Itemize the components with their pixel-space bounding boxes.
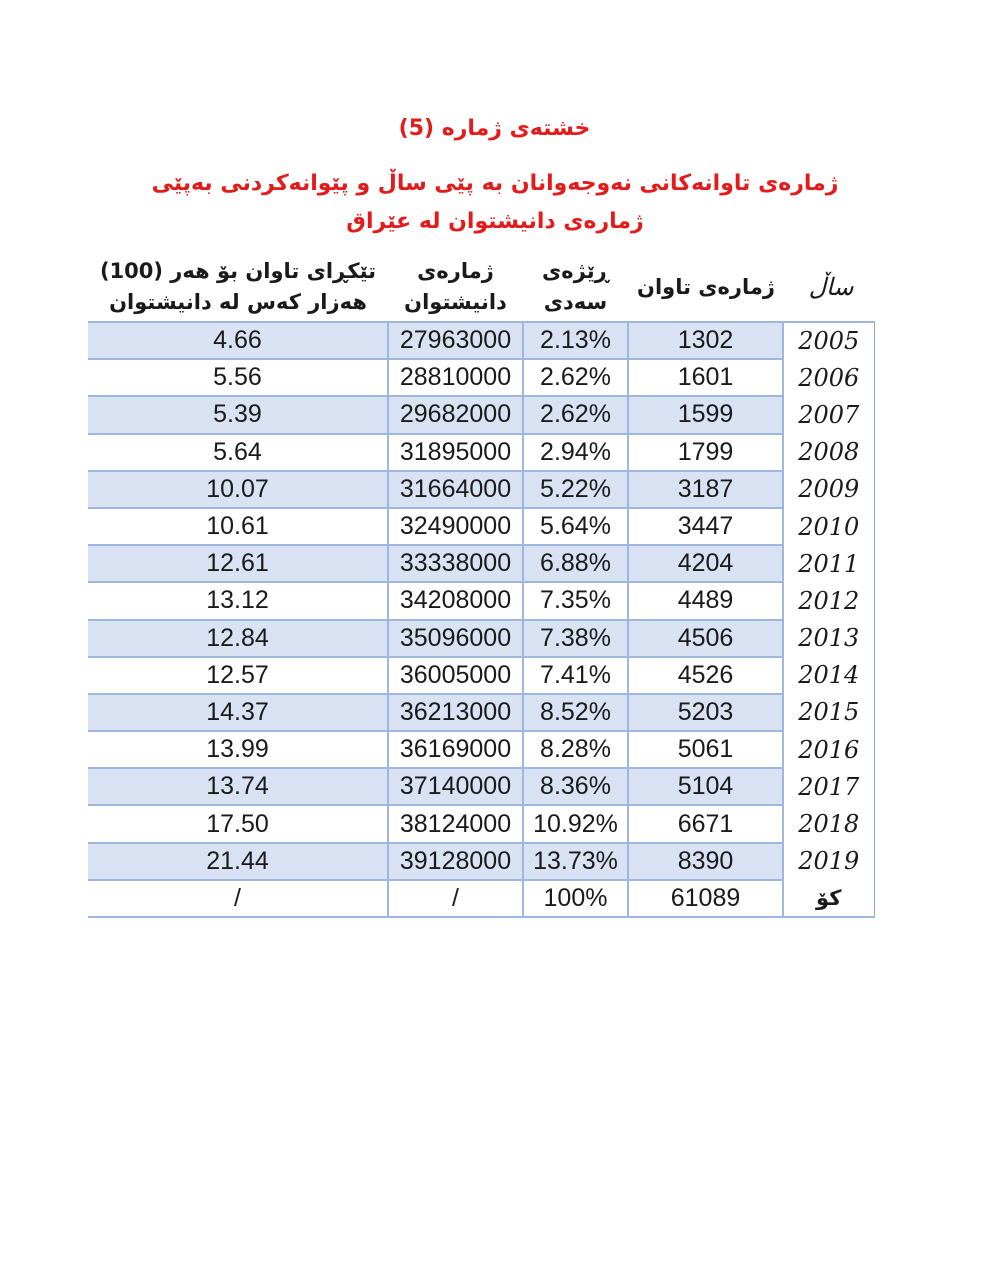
year-cell: 2012 xyxy=(783,582,874,619)
percent-cell: 5.64% xyxy=(523,508,628,545)
year-cell: 2014 xyxy=(783,657,874,694)
year-cell: 2013 xyxy=(783,620,874,657)
population-cell: 36005000 xyxy=(388,657,523,694)
total-population-cell: / xyxy=(388,880,523,917)
population-cell: 32490000 xyxy=(388,508,523,545)
crime-count-cell: 1601 xyxy=(628,359,783,396)
percent-cell: 2.62% xyxy=(523,359,628,396)
rate-cell: 12.84 xyxy=(88,620,388,657)
total-percent-cell: 100% xyxy=(523,880,628,917)
year-cell: 2010 xyxy=(783,508,874,545)
year-cell: 2006 xyxy=(783,359,874,396)
rate-cell: 4.66 xyxy=(88,322,388,359)
population-cell: 27963000 xyxy=(388,322,523,359)
crime-count-cell: 1599 xyxy=(628,396,783,433)
percent-cell: 7.35% xyxy=(523,582,628,619)
total-year-cell: کۆ xyxy=(783,880,874,917)
rate-cell: 10.07 xyxy=(88,471,388,508)
percent-cell: 5.22% xyxy=(523,471,628,508)
crime-count-cell: 8390 xyxy=(628,843,783,880)
rate-cell: 5.64 xyxy=(88,434,388,471)
crime-count-cell: 4506 xyxy=(628,620,783,657)
table-row xyxy=(88,843,874,880)
rate-cell: 12.61 xyxy=(88,545,388,582)
year-cell: 2011 xyxy=(783,545,874,582)
header-year: ساڵ xyxy=(808,272,854,301)
rate-cell: 5.56 xyxy=(88,359,388,396)
table-row xyxy=(88,471,874,508)
crime-count-cell: 5203 xyxy=(628,694,783,731)
year-cell: 2008 xyxy=(783,434,874,471)
table-row xyxy=(88,508,874,545)
crime-count-cell: 6671 xyxy=(628,805,783,842)
percent-cell: 2.13% xyxy=(523,322,628,359)
page-title: خشتەی ژمارە (5) xyxy=(398,116,591,141)
crime-table xyxy=(88,321,875,918)
header-percentage: ڕێژەی سەدی xyxy=(542,259,609,314)
year-cell: 2017 xyxy=(783,768,874,805)
percent-cell: 2.94% xyxy=(523,434,628,471)
table-row xyxy=(88,434,874,471)
crime-count-cell: 5104 xyxy=(628,768,783,805)
crime-count-cell: 1302 xyxy=(628,322,783,359)
population-cell: 34208000 xyxy=(388,582,523,619)
percent-cell: 13.73% xyxy=(523,843,628,880)
rate-cell: 5.39 xyxy=(88,396,388,433)
year-cell: 2007 xyxy=(783,396,874,433)
population-cell: 29682000 xyxy=(388,396,523,433)
percent-cell: 6.88% xyxy=(523,545,628,582)
percent-cell: 8.28% xyxy=(523,731,628,768)
population-cell: 33338000 xyxy=(388,545,523,582)
percent-cell: 8.52% xyxy=(523,694,628,731)
total-rate-cell: / xyxy=(88,880,388,917)
population-cell: 36213000 xyxy=(388,694,523,731)
population-cell: 39128000 xyxy=(388,843,523,880)
table-row xyxy=(88,582,874,619)
table-row xyxy=(88,731,874,768)
crime-table-body xyxy=(88,322,874,917)
rate-cell: 12.57 xyxy=(88,657,388,694)
percent-cell: 2.62% xyxy=(523,396,628,433)
population-cell: 37140000 xyxy=(388,768,523,805)
population-cell: 38124000 xyxy=(388,805,523,842)
table-row xyxy=(88,768,874,805)
rate-cell: 14.37 xyxy=(88,694,388,731)
crime-count-cell: 4204 xyxy=(628,545,783,582)
header-population: ژمارەی دانیشتوان xyxy=(404,259,507,314)
table-header xyxy=(88,253,878,321)
table-row xyxy=(88,322,874,359)
percent-cell: 10.92% xyxy=(523,805,628,842)
population-cell: 31895000 xyxy=(388,434,523,471)
rate-cell: 17.50 xyxy=(88,805,388,842)
rate-cell: 10.61 xyxy=(88,508,388,545)
table-row xyxy=(88,545,874,582)
rate-cell: 13.74 xyxy=(88,768,388,805)
crime-count-cell: 4489 xyxy=(628,582,783,619)
crime-count-cell: 1799 xyxy=(628,434,783,471)
total-row xyxy=(88,880,874,917)
year-cell: 2016 xyxy=(783,731,874,768)
table-row xyxy=(88,694,874,731)
percent-cell: 8.36% xyxy=(523,768,628,805)
header-rate: تێکڕای تاوان بۆ هەر (100) هەزار کەس لە دانیشتوان xyxy=(99,259,377,314)
percent-cell: 7.41% xyxy=(523,657,628,694)
crime-count-cell: 5061 xyxy=(628,731,783,768)
crime-count-cell: 4526 xyxy=(628,657,783,694)
table-subtitle: ژمارەی تاوانەکانی نەوجەوانان بە پێی ساڵ و پێوانەکردنی بەپێی ژمارەی دانیشتوان لە عێراق xyxy=(151,171,839,234)
total-crime-count-cell: 61089 xyxy=(628,880,783,917)
header-crime-count: ژمارەی تاوان xyxy=(637,274,775,299)
percent-cell: 7.38% xyxy=(523,620,628,657)
rate-cell: 13.99 xyxy=(88,731,388,768)
population-cell: 36169000 xyxy=(388,731,523,768)
crime-count-cell: 3447 xyxy=(628,508,783,545)
year-cell: 2005 xyxy=(783,322,874,359)
year-cell: 2018 xyxy=(783,805,874,842)
table-row xyxy=(88,657,874,694)
population-cell: 31664000 xyxy=(388,471,523,508)
table-row xyxy=(88,359,874,396)
rate-cell: 21.44 xyxy=(88,843,388,880)
table-row xyxy=(88,620,874,657)
rate-cell: 13.12 xyxy=(88,582,388,619)
year-cell: 2019 xyxy=(783,843,874,880)
year-cell: 2009 xyxy=(783,471,874,508)
crime-count-cell: 3187 xyxy=(628,471,783,508)
year-cell: 2015 xyxy=(783,694,874,731)
population-cell: 28810000 xyxy=(388,359,523,396)
population-cell: 35096000 xyxy=(388,620,523,657)
table-row xyxy=(88,396,874,433)
table-row xyxy=(88,805,874,842)
